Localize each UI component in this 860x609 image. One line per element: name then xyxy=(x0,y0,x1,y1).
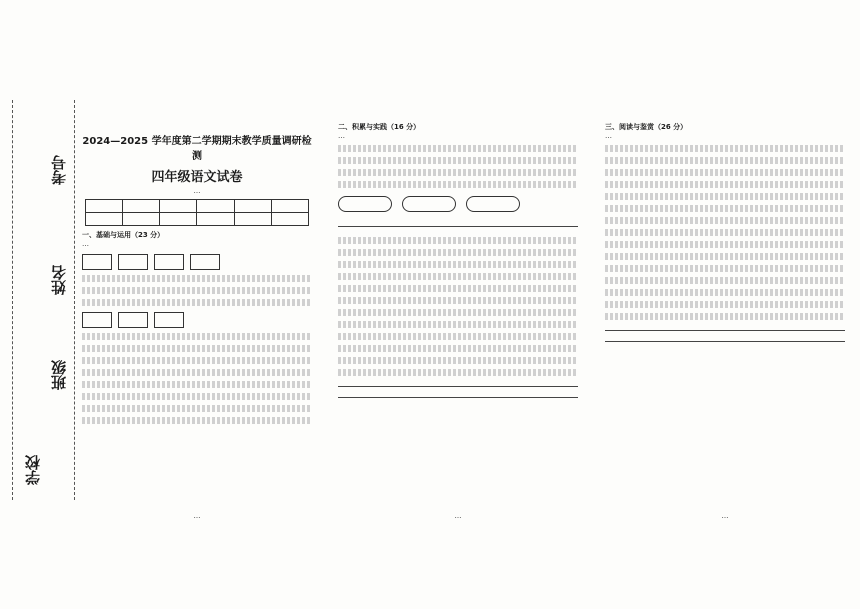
unreadable-text: … xyxy=(605,132,612,140)
answer-pill-row xyxy=(338,196,578,216)
score-table xyxy=(85,199,309,226)
page-footer: … xyxy=(454,512,462,520)
class-field-label: 班级 xyxy=(50,360,68,390)
school-field-label: 学校 xyxy=(24,455,42,485)
paper-title: 四年级语文试卷 xyxy=(151,170,243,185)
binding-strip xyxy=(8,100,78,500)
page-3 xyxy=(605,100,845,520)
section-heading-2: 二、积累与实践（16 分） xyxy=(338,123,421,131)
page-2 xyxy=(338,100,578,520)
section-heading-1: 一、基础与运用（23 分） xyxy=(82,231,165,239)
unreadable-meta: … xyxy=(193,187,201,195)
binding-dashed-line xyxy=(74,100,75,500)
unreadable-text: … xyxy=(338,132,345,140)
page-footer: … xyxy=(193,512,201,520)
unreadable-text: … xyxy=(82,240,89,248)
name-field-label: 姓名 xyxy=(50,265,68,295)
pinyin-boxes xyxy=(82,312,312,328)
pinyin-boxes xyxy=(82,254,312,270)
page-1 xyxy=(82,100,312,520)
page-footer: … xyxy=(721,512,729,520)
exam-title: 2024—2025 学年度第二学期期末教学质量调研检测 xyxy=(82,136,312,162)
exam-no-field-label: 考号 xyxy=(50,155,68,185)
binding-dashed-line xyxy=(12,100,13,500)
section-heading-3: 三、阅读与鉴赏（26 分） xyxy=(605,123,688,131)
